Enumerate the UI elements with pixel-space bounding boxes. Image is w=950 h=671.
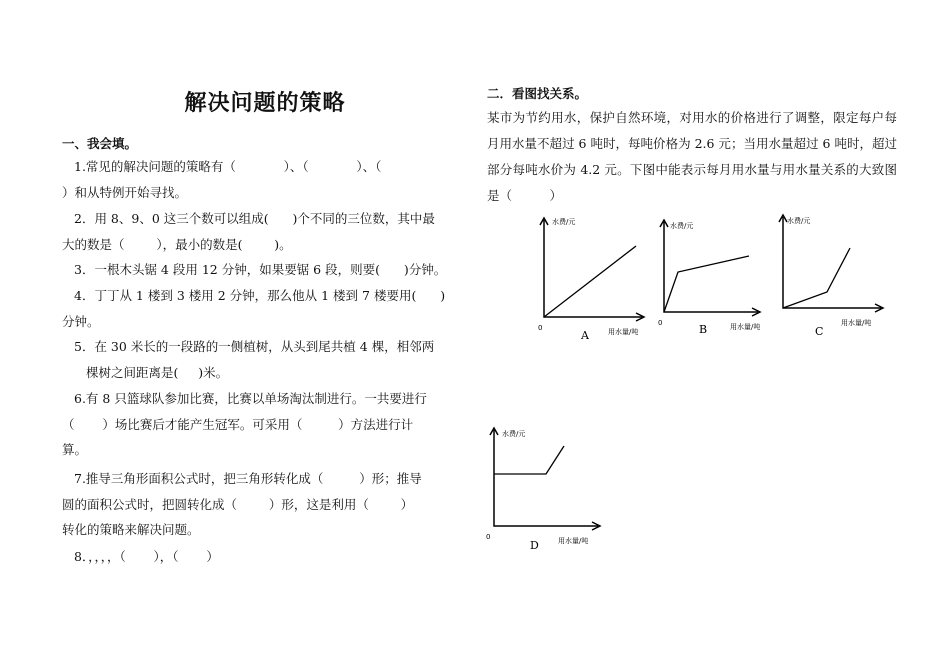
graph-c [775, 205, 890, 340]
q1-text-d: ）和从特例开始寻找。 [62, 184, 188, 200]
q2-text-d: ），最小的数是( [156, 236, 243, 252]
question-2 [62, 206, 467, 257]
graph-a-line [544, 246, 636, 317]
graph-a-y-label: 水费/元 [552, 218, 576, 226]
q4-text-b: ) [440, 288, 446, 303]
graph-a-letter: A [581, 329, 589, 342]
question-6 [62, 386, 467, 463]
graph-d-y-label: 水费/元 [502, 430, 526, 438]
section1-heading: 一、我会填。 [62, 136, 138, 151]
graph-a [532, 210, 662, 345]
graph-b-axes [664, 222, 758, 312]
graph-c-line [783, 248, 850, 308]
graph-c-x-label: 用水量/吨 [841, 319, 872, 327]
question-8 [62, 544, 467, 570]
q8-text-c: ） [206, 549, 219, 564]
q8-text-b: ），（ [153, 549, 179, 564]
graph-c-letter: C [815, 325, 824, 338]
question-7 [62, 466, 467, 543]
graph-c-y-label: 水费/元 [787, 217, 811, 225]
graph-d-line [494, 446, 564, 474]
graph-d-x-label: 用水量/吨 [558, 537, 589, 545]
section2-paragraph: 某市为节约用水，保护自然环境，对用水的价格进行了调整，限定每户每月用水量不超过 6 吨时，每吨价格为 2.6 元；当用水量超过 6 吨时，超过部分每吨水价为 4.2 元。下图中能表示每月用水量与用水量关系的大致图是（ ） [487, 110, 897, 203]
graph-a-origin: 0 [538, 324, 543, 332]
q6-text-a: 6.有 8 只篮球队参加比赛，比赛以单场淘汰制进行。一共要进行 [74, 391, 427, 406]
q7-text-e: ） [400, 496, 414, 512]
q7-text-c: 圆的面积公式时，把圆转化成（ [62, 496, 238, 512]
graph-a-x-label: 用水量/吨 [608, 328, 639, 336]
graph-d-letter: D [530, 539, 539, 552]
question-4 [62, 283, 467, 334]
graph-d [482, 420, 612, 555]
q2-text-c: 大的数是（ [62, 236, 125, 252]
question-1 [62, 154, 467, 205]
q6-text-c: ）场比赛后才能产生冠军。可采用（ [102, 416, 303, 432]
q1-text-a: 1.常见的解决问题的策略有（ [74, 159, 236, 174]
q5-text-a: 5．在 30 米长的一段路的一侧植树，从头到尾共植 4 棵，相邻两 [74, 339, 435, 354]
graph-b-letter: B [699, 323, 708, 336]
q7-text-a: 7.推导三角形面积公式时，把三角形转化成（ [74, 471, 324, 486]
q4-text-a: 4．丁丁从 1 楼到 3 楼用 2 分钟，那么他从 1 楼到 7 楼要用( [74, 288, 417, 303]
q3-text-a: 3．一根木头锯 4 段用 12 分钟，如果要锯 6 段，则要( [74, 262, 380, 277]
q6-text-d: ）方法进行计 [338, 416, 414, 432]
page-title: 解决问题的策略 [184, 91, 346, 116]
q7-text-f: 转化的策略来解决问题。 [62, 522, 200, 537]
question-5 [62, 334, 467, 385]
graph-c-axes [783, 217, 881, 308]
graph-b [654, 210, 779, 345]
q2-text-b: )个不同的三位数，其中最 [292, 211, 435, 226]
q5-text-b: 棵树之间距离是( [86, 364, 179, 380]
q2-text-e: )。 [274, 236, 292, 252]
graph-d-axes [494, 430, 598, 526]
graph-b-origin: 0 [658, 319, 663, 327]
graph-b-x-label: 用水量/吨 [730, 323, 761, 331]
graph-b-y-label: 水费/元 [670, 222, 694, 230]
graph-b-line [664, 256, 749, 312]
q8-text-a: 8．，，，，（ [74, 549, 126, 564]
q6-text-e: 算。 [62, 442, 88, 457]
q6-text-b: （ [62, 416, 75, 432]
q7-text-d: ）形，这是利用（ [268, 496, 369, 512]
q7-text-b: ）形；推导 [359, 471, 422, 486]
q1-text-c: ）、（ [356, 159, 382, 174]
q5-text-c: )米。 [198, 364, 229, 380]
graph-d-origin: 0 [486, 533, 491, 541]
section2-heading: 二．看图找关系。 [487, 86, 588, 101]
q2-text-a: 2．用 8、9、0 这三个数可以组成( [74, 211, 269, 226]
q3-text-b: )分钟。 [403, 262, 447, 277]
graph-a-axes [544, 220, 642, 317]
q1-text-b: ）、（ [283, 159, 309, 174]
question-3 [62, 257, 467, 283]
q4-text-c: 分钟。 [62, 313, 100, 329]
